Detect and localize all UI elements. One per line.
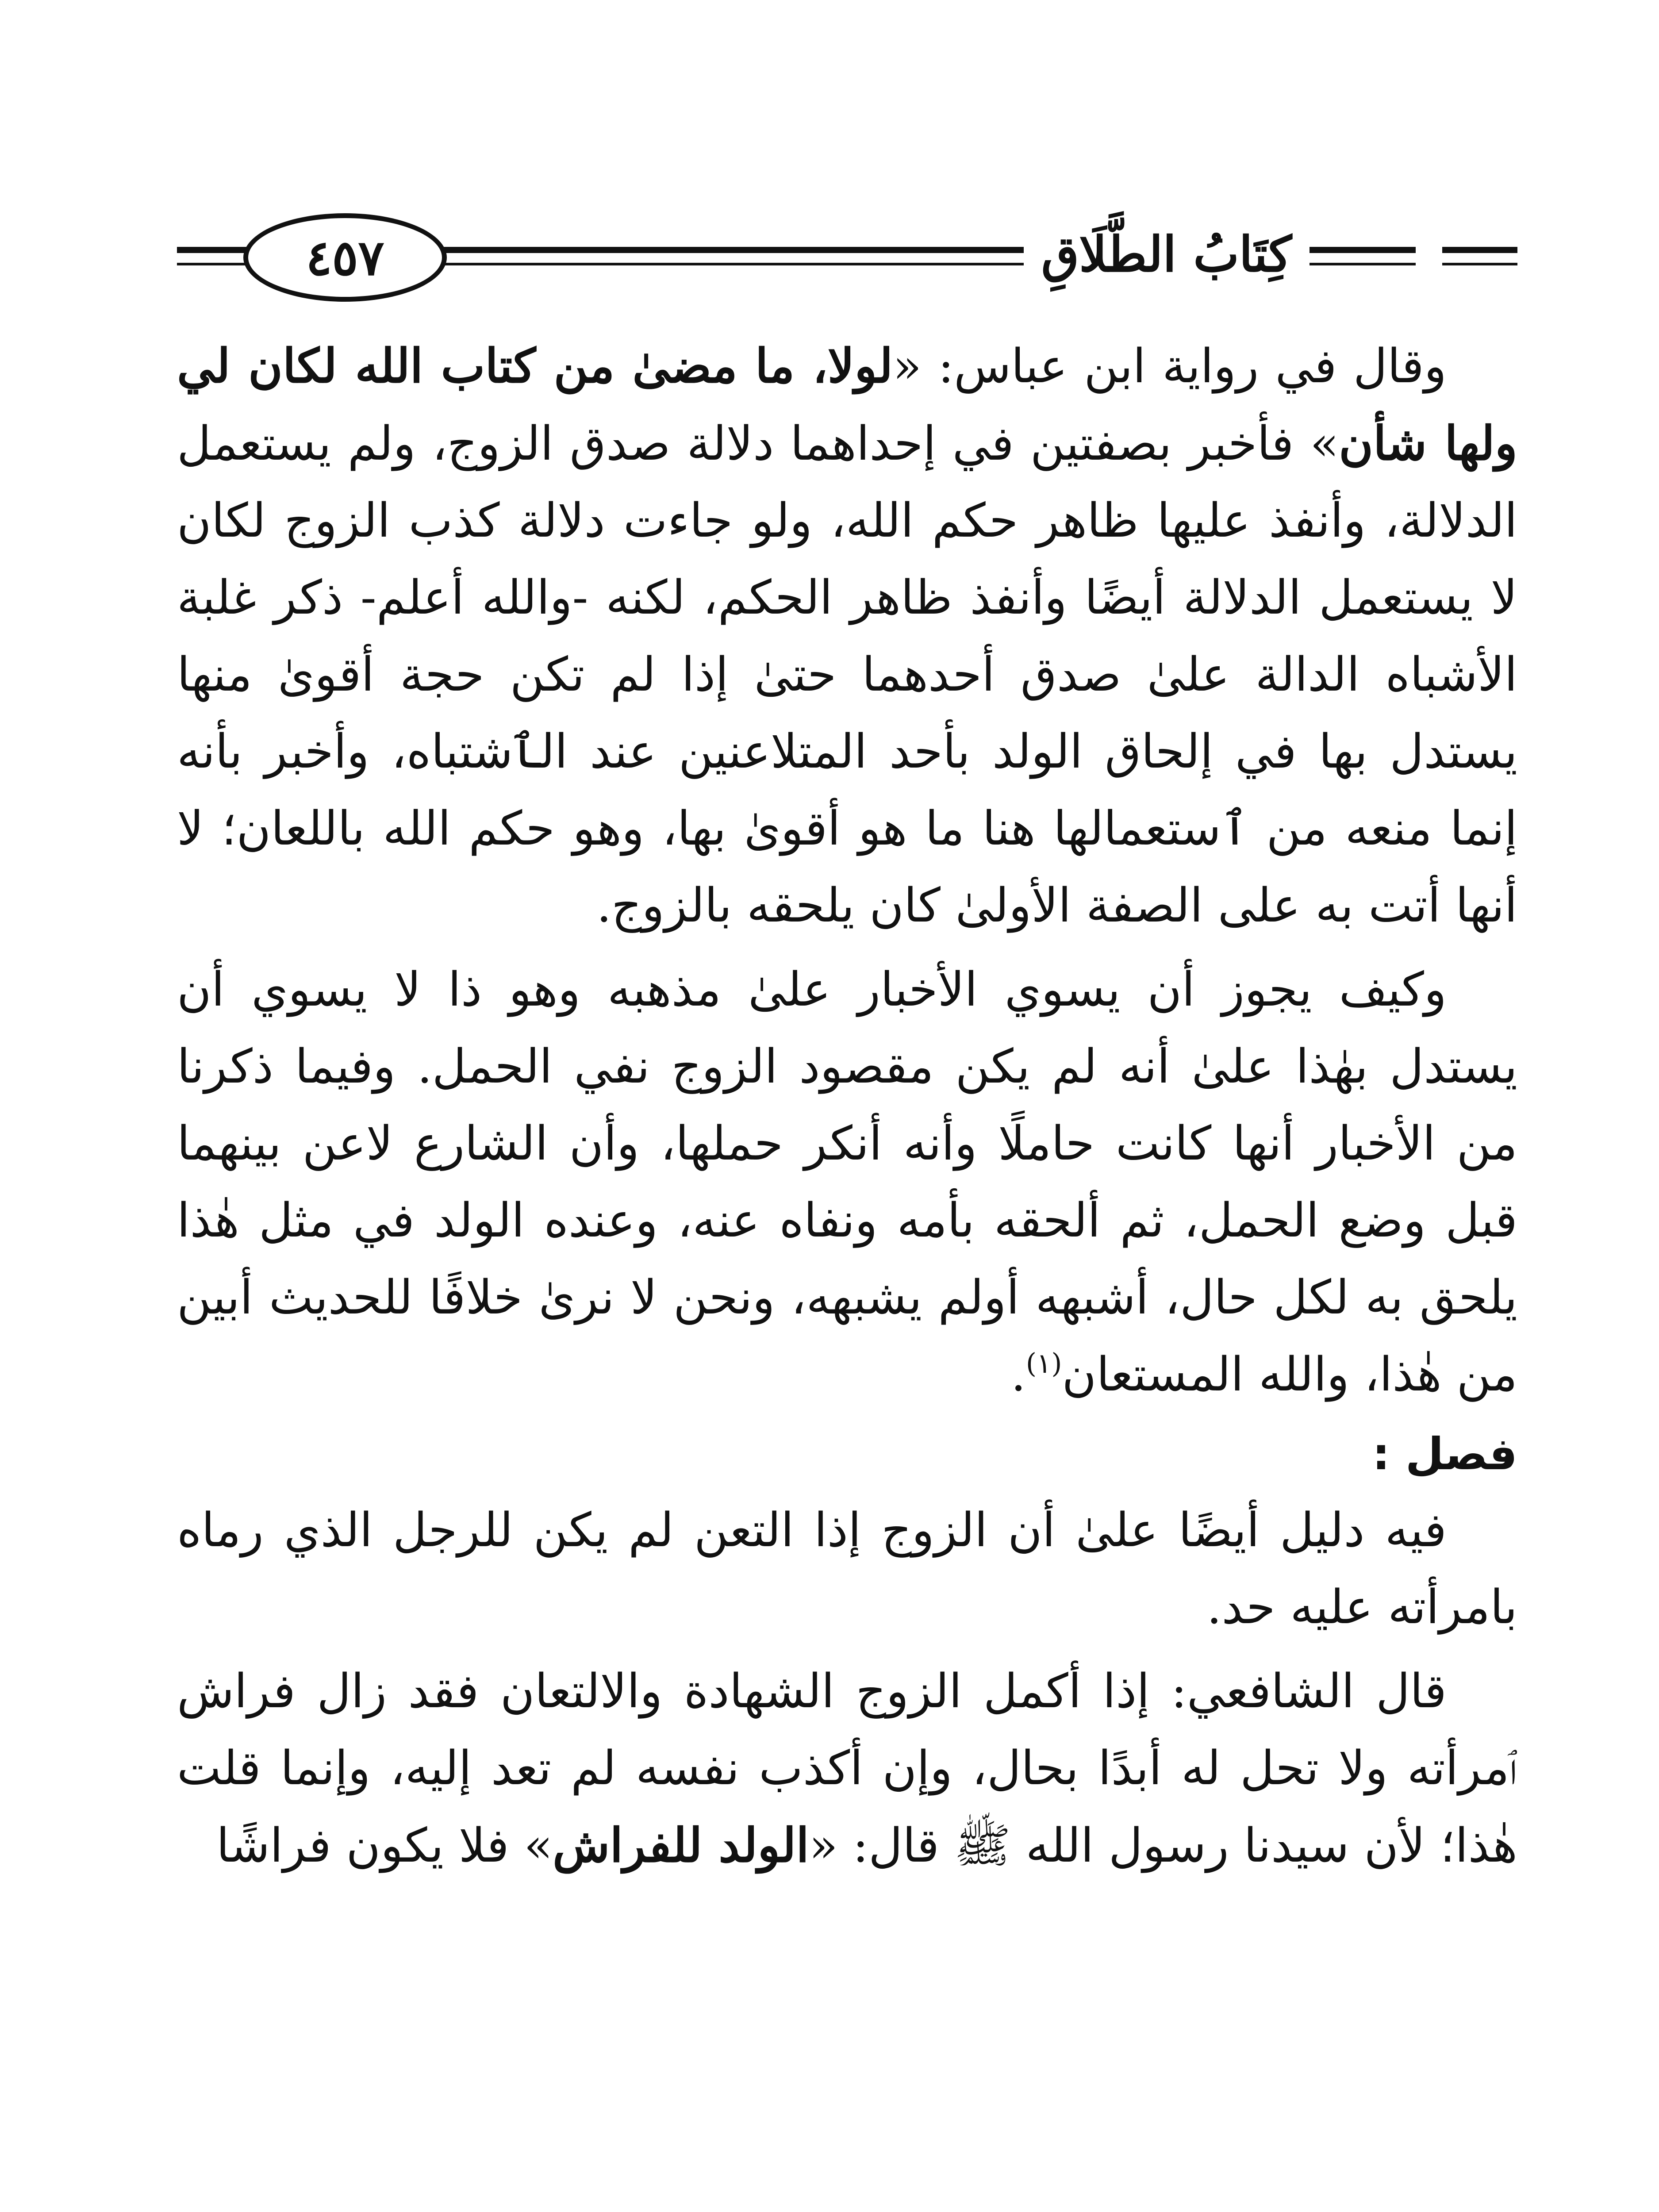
p4-hadith-quote: الولد للفراش [553, 1817, 809, 1873]
header-rule-right-bottom [1442, 263, 1517, 265]
page-number-oval [243, 213, 447, 302]
page-number: ٤٥٧ [306, 229, 384, 286]
section-heading: فصل : [1372, 1428, 1517, 1480]
p1-hadith-quote: لولا، ما مضىٰ من كتاب الله لكان لي ولها شأن [177, 338, 1517, 471]
footnote-ref-1: (١) [1025, 1347, 1062, 1379]
page-header [177, 208, 1517, 332]
main-text [177, 327, 1517, 1884]
p4-intro: قال الشافعي: إذا أكمل الزوج الشهادة والالتعان فقد زال فراش ٱمرأته ولا تحل له أبدًا بحال، وإن أكذب نفسه لم تعد إليه، وإنما قلت هٰذا؛ لأن سيدنا رسول الله ﷺ قال: « [177, 1664, 1517, 1873]
p1-continuation: » فأخبر بصفتين في إحداهما دلالة صدق الزوج، ولم يستعمل الدلالة، وأنفذ عليها ظاهر حكم الله، ولو جاءت دلالة كذب الزوج لكان لا يستعمل الدلالة أيضًا وأنفذ ظاهر الحكم، لكنه -والله أعلم- ذكر غلبة الأشباه الدالة علىٰ صدق أحدهما حتىٰ إذا لم تكن حجة أقوىٰ منها يستدل بها في إلحاق الولد بأحد المتلاعنين عند الٱشتباه، وأخبر بأنه إنما منعه من ٱستعمالها هنا ما هو أقوىٰ بها، وهو حكم الله باللعان؛ لا أنها أتت به على الصفة الأولىٰ كان يلحقه بالزوج. [177, 416, 1517, 933]
paragraph-1 [177, 327, 1517, 944]
header-rule-left-bottom [177, 263, 248, 265]
paragraph-2 [177, 951, 1517, 1413]
p2-end: . [1011, 1347, 1026, 1402]
p2-text: وكيف يجوز أن يسوي الأخبار علىٰ مذهبه وهو ذا لا يسوي أن يستدل بهٰذا علىٰ أنه لم يكن مقصود الزوج نفي الحمل. وفيما ذكرنا من الأخبار أنها كانت حاملًا وأنه أنكر حملها، وأن الشارع لاعن بينهما قبل وضع الحمل، ثم ألحقه بأمه ونفاه عنه، وعنده الولد في مثل هٰذا يلحق به لكل حال، أشبهه أولم يشبهه، ونحن لا نرىٰ خلافًا للحديث أبين من هٰذا، والله المستعان [177, 962, 1517, 1402]
p4-continuation: » فلا يكون فراشًا [216, 1818, 553, 1873]
paragraph-4 [177, 1653, 1517, 1884]
header-rule-right-top [1442, 247, 1517, 253]
header-rule-left-top [177, 247, 248, 253]
p1-intro: وقال في رواية ابن عباس: « [893, 339, 1447, 393]
running-title: كِتَابُ الطَّلَاقِ [1024, 226, 1310, 283]
paragraph-3: فيه دليل أيضًا علىٰ أن الزوج إذا التعن لم يكن للرجل الذي رماه بامرأته عليه حد. [177, 1503, 1517, 1634]
